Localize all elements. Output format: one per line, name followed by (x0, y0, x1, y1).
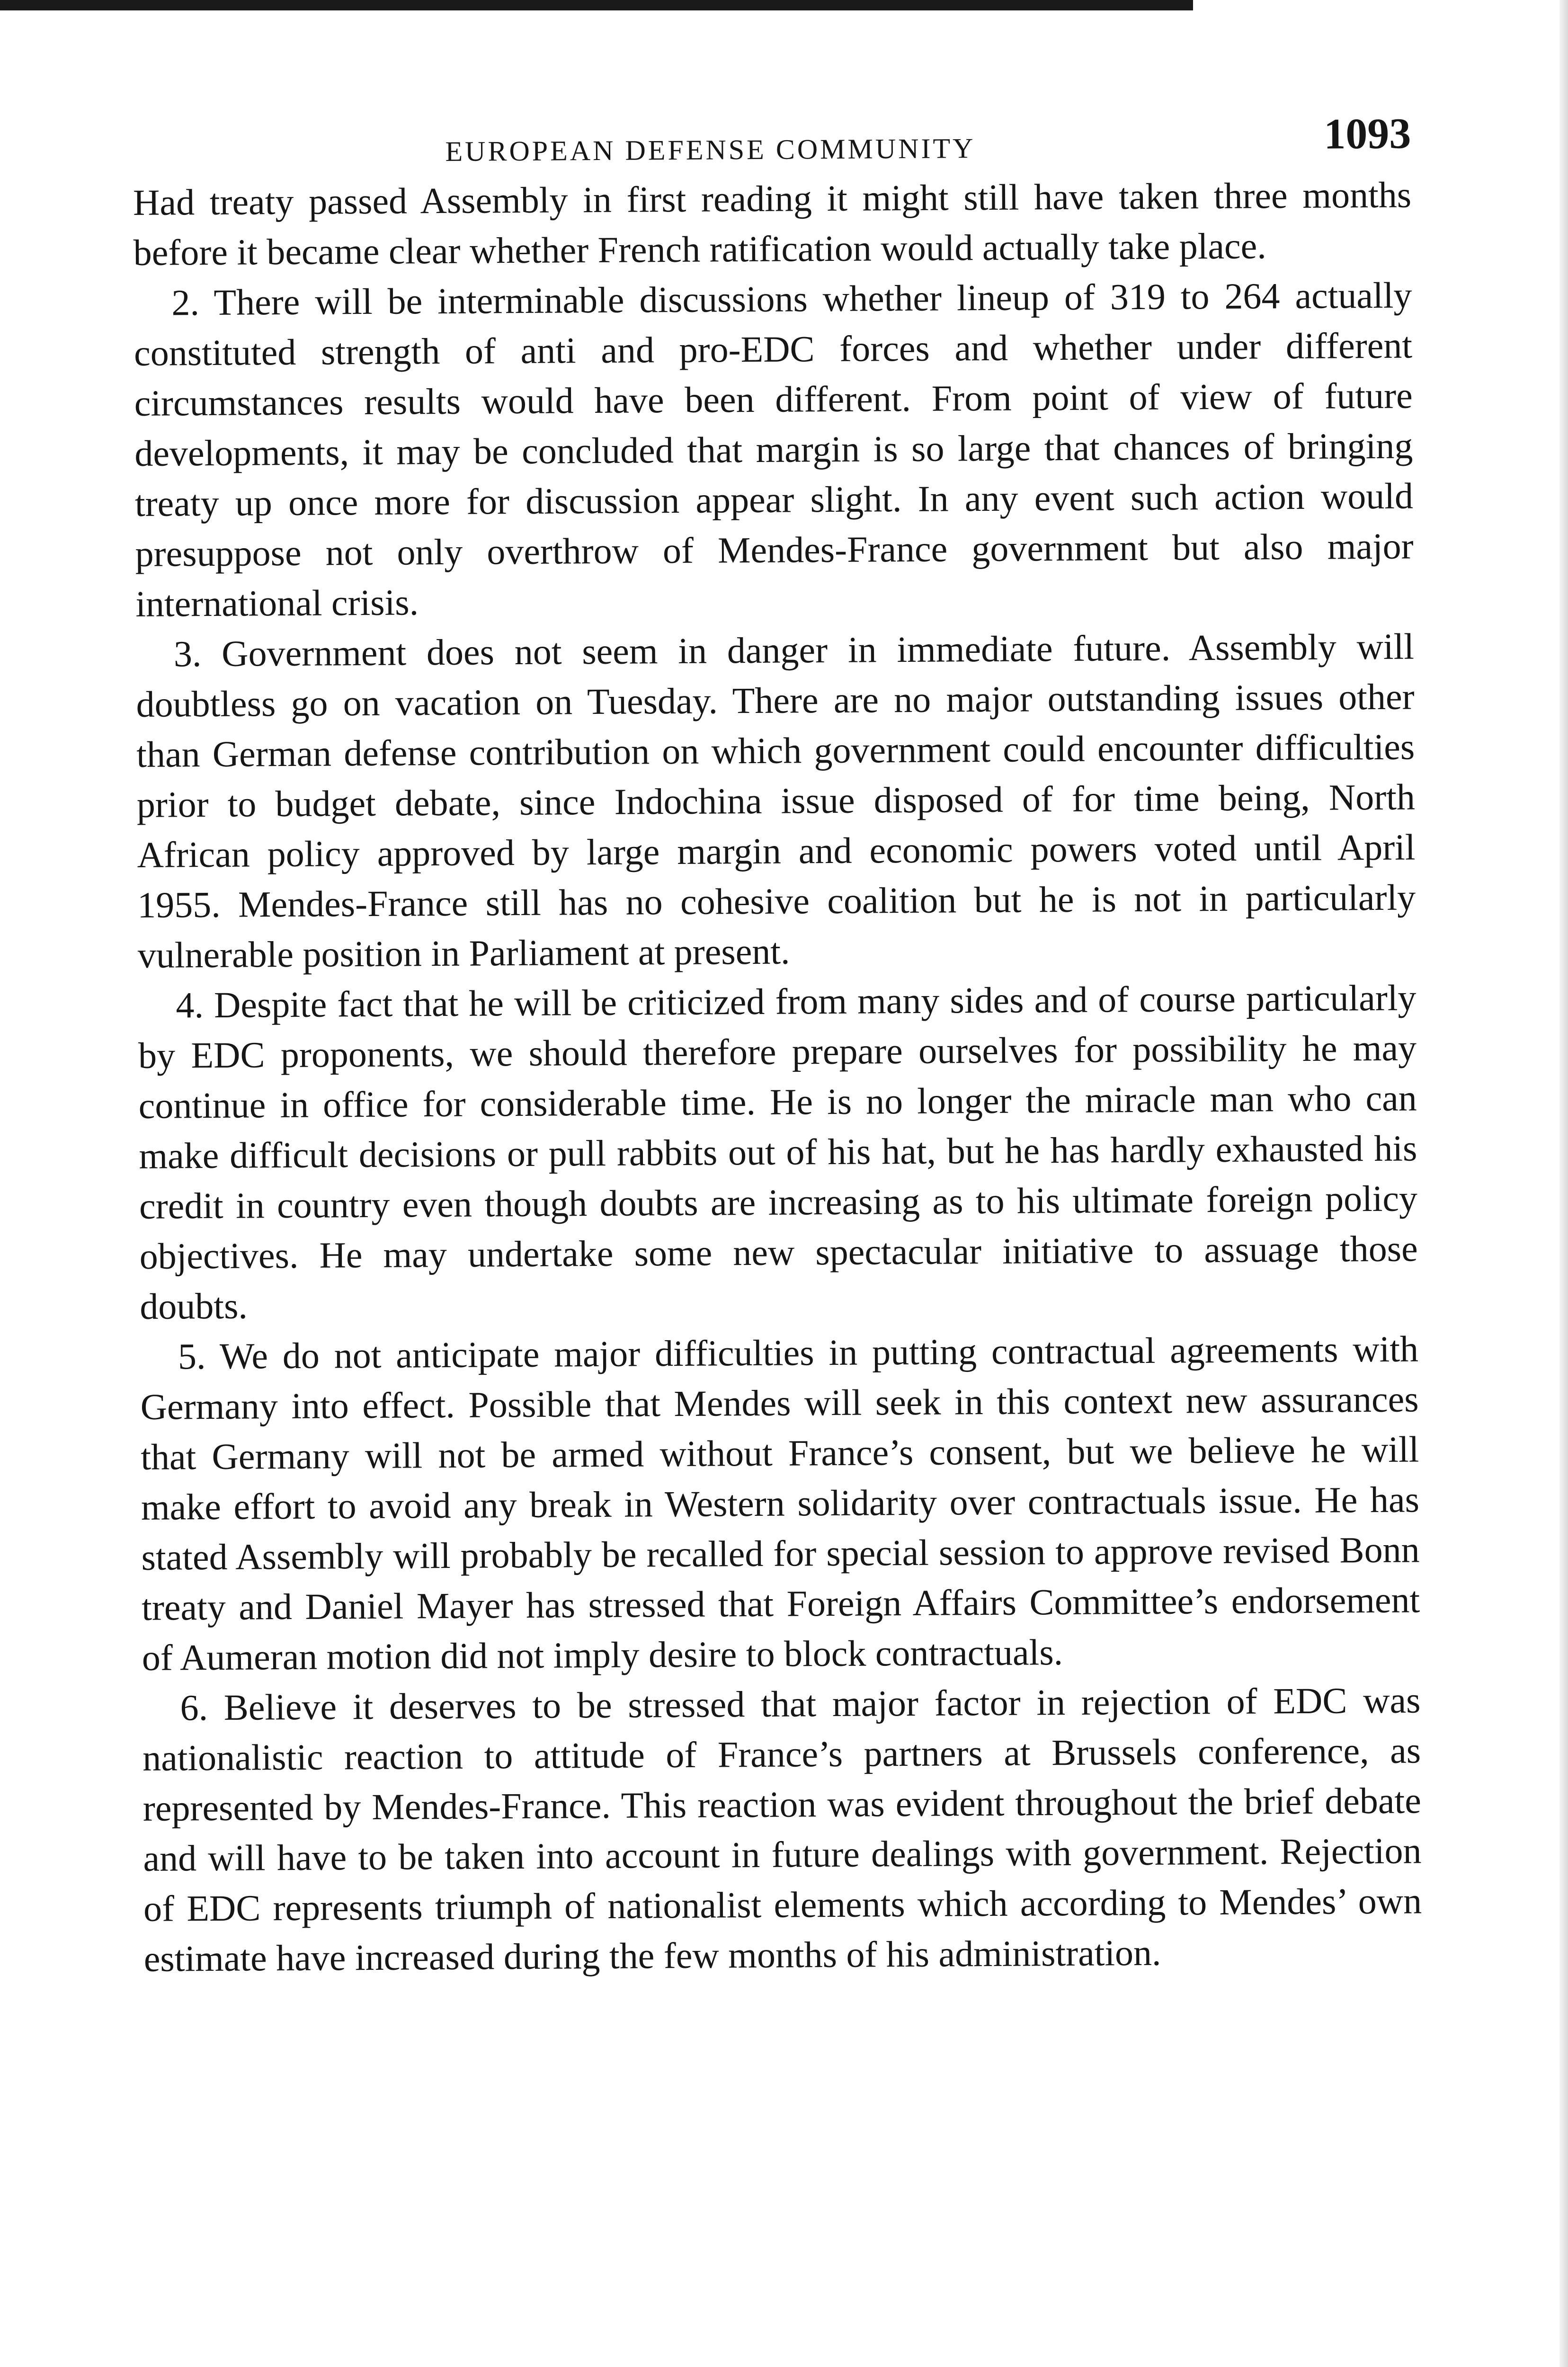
paragraph-3: 3. Government does not seem in danger in immediate future. Assembly will doubtless go on vacation on Tuesday. There are no major outstanding issues other than German defense contribution on which government could encounter difficulties prior to budget debate, since Indochina issue disposed of for time being, North African policy approved by large margin and economic powers voted until April 1955. Mendes-France still has no cohesive coalition but he is not in particularly vulnerable position in Parliament at present. (136, 625, 1416, 976)
running-head (133, 108, 1411, 178)
body-text (133, 170, 1422, 1984)
scan-right-edge (1559, 0, 1568, 2367)
paragraph-4: 4. Despite fact that he will be criticized from many sides and of course particularly by EDC proponents, we should therefore prepare ourselves for possibility he may continue in office for considerable time. He is no longer the miracle man who can make difficult decisions or pull rabbits out of his hat, but he has hardly exhausted his credit in country even though doubts are increasing as to his ultimate foreign policy objectives. He may undertake some new spectacular initiative to assuage those doubts. (138, 977, 1418, 1327)
paragraph-2: 2. There will be interminable discussions whether lineup of 319 to 264 actually constituted strength of anti and pro-EDC forces and whether under different circumstances results would have been different. From point of view of future developments, it may be concluded that margin is so large that chances of bringing treaty up once more for discussion appear slight. In any event such action would presuppose not only overthrow of Mendes-France government but also major international crisis. (134, 274, 1414, 624)
page-number: 1093 (1323, 109, 1411, 158)
document-page (133, 108, 1422, 1984)
scan-top-edge (0, 0, 1193, 10)
paragraph-5: 5. We do not anticipate major difficulties in putting contractual agreements with Germany into effect. Possible that Mendes will seek in this context new assurances that Germany will not be armed without France’s consent, but we believe he will make effort to avoid any break in Western solidarity over contractuals issue. He has stated Assembly will probably be recalled for special session to approve revised Bonn treaty and Daniel Mayer has stressed that Foreign Affairs Committee’s endorsement of Aumeran motion did not imply desire to block contractuals. (140, 1328, 1420, 1678)
paragraph-continued: Had treaty passed Assembly in first reading it might still have taken three months before it became clear whether French ratification would actually take place. (133, 174, 1412, 273)
running-title: EUROPEAN DEFENSE COMMUNITY (445, 133, 976, 167)
paragraph-6: 6. Believe it deserves to be stressed that major factor in rejection of EDC was nationalistic reaction to attitude of France’s partners at Brussels conference, as represented by Mendes-France. This reaction was evident throughout the brief debate and will have to be taken into account in future dealings with government. Rejection of EDC represents triumph of nationalist elements which according to Mendes’ own estimate have increased during the few months of his administration. (142, 1679, 1422, 1979)
